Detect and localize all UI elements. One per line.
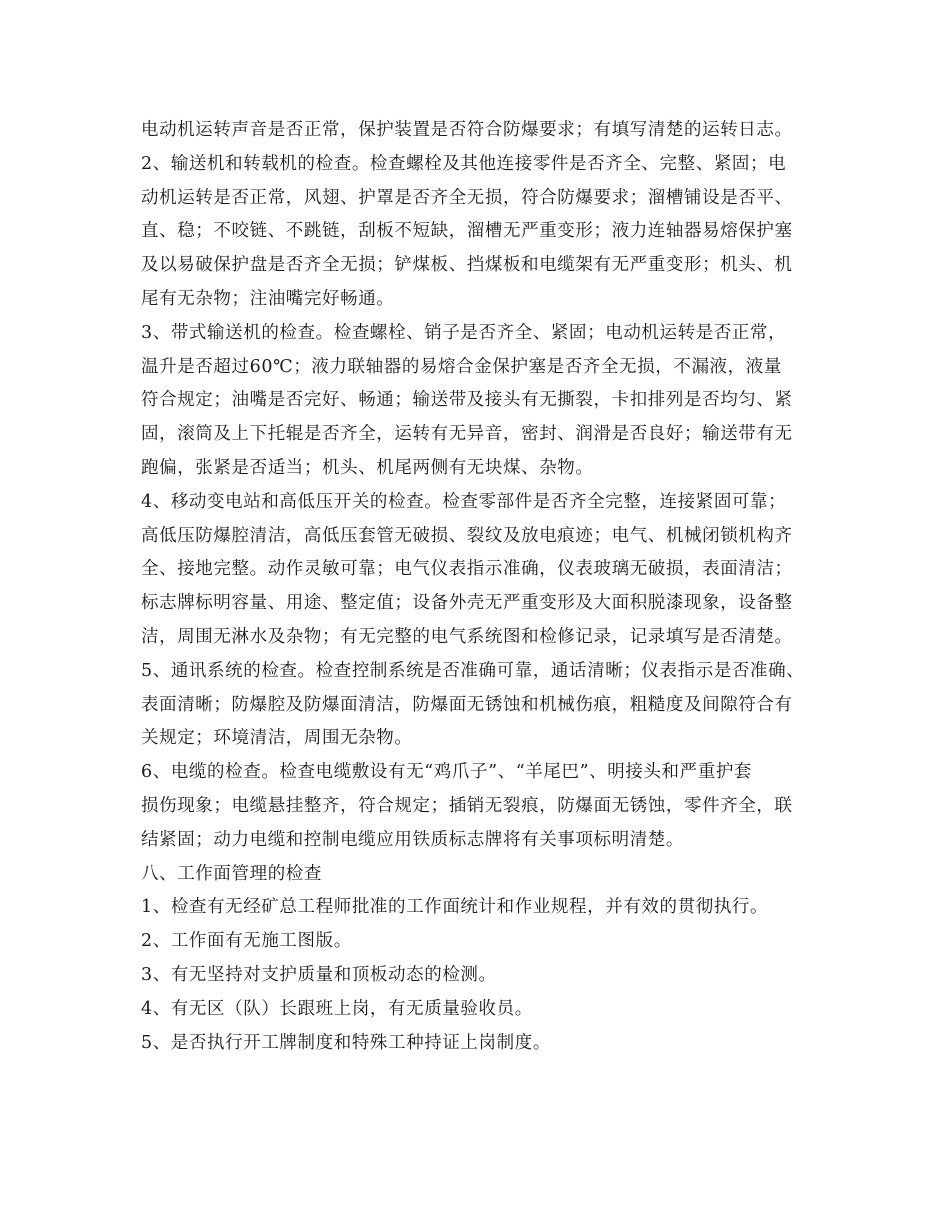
text-line: 5、通讯系统的检查。检查控制系统是否准确可靠，通话清晰；仪表指示是否准确、	[141, 660, 805, 681]
text-line: 动机运转是否正常，风翅、护罩是否齐全无损，符合防爆要求；溜槽铺设是否平、	[141, 187, 793, 208]
text-line: 表面清晰；防爆腔及防爆面清洁，防爆面无锈蚀和机械伤痕，粗糙度及间隙符合有	[141, 694, 793, 715]
text-line: 结紧固；动力电缆和控制电缆应用铁质标志牌将有关事项标明清楚。	[141, 829, 684, 850]
text-line: 3、带式输送机的检查。检查螺栓、销子是否齐全、紧固；电动机运转是否正常，	[141, 322, 787, 343]
text-line: 2、工作面有无施工图版。	[141, 931, 352, 952]
text-line: 及以易破保护盘是否齐全无损；铲煤板、挡煤板和电缆架有无严重变形；机头、机	[141, 255, 793, 276]
section-heading: 八、工作面管理的检查	[141, 863, 322, 884]
text-line: 6、电缆的检查。检查电缆敷设有无“鸡爪子”、“羊尾巴”、明接头和严重护套	[141, 762, 753, 783]
document-body	[141, 114, 821, 1060]
text-line: 洁，周围无淋水及杂物；有无完整的电气系统图和检修记录，记录填写是否清楚。	[141, 626, 793, 647]
text-line: 温升是否超过60℃；液力联轴器的易熔合金保护塞是否齐全无损，不漏液，液量	[141, 356, 782, 377]
text-line: 跑偏，张紧是否适当；机头、机尾两侧有无块煤、杂物。	[141, 457, 594, 478]
text-line: 5、是否执行开工牌制度和特殊工种持证上岗制度。	[141, 1032, 551, 1053]
text-line: 3、有无坚持对支护质量和顶板动态的检测。	[141, 964, 497, 985]
text-line: 1、检查有无经矿总工程师批准的工作面统计和作业规程，并有效的贯彻执行。	[141, 897, 769, 918]
text-line: 电动机运转声音是否正常，保护装置是否符合防爆要求；有填写清楚的运转日志。	[141, 120, 793, 140]
text-line: 直、稳；不咬链、不跳链，刮板不短缺，溜槽无严重变形；液力连轴器易熔保护塞	[141, 221, 793, 242]
text-line: 关规定；环境清洁，周围无杂物。	[141, 728, 413, 749]
text-line: 尾有无杂物；注油嘴完好畅通。	[141, 288, 395, 309]
text-line: 4、有无区（队）长跟班上岗，有无质量验收员。	[141, 998, 533, 1019]
text-line: 损伤现象；电缆悬挂整齐，符合规定；插销无裂痕，防爆面无锈蚀，零件齐全，联	[141, 795, 793, 816]
text-line: 高低压防爆腔清洁，高低压套管无破损、裂纹及放电痕迹；电气、机械闭锁机构齐	[141, 525, 793, 546]
text-line: 符合规定；油嘴是否完好、畅通；输送带及接头有无撕裂，卡扣排列是否均匀、紧	[141, 390, 793, 411]
text-line: 固，滚筒及上下托辊是否齐全，运转有无异音，密封、润滑是否良好；输送带有无	[141, 424, 793, 445]
text-line: 全、接地完整。动作灵敏可靠；电气仪表指示准确，仪表玻璃无破损，表面清洁；	[141, 559, 793, 580]
text-line: 2、输送机和转载机的检查。检查螺栓及其他连接零件是否齐全、完整、紧固；电	[141, 153, 787, 174]
text-line: 标志牌标明容量、用途、整定值；设备外壳无严重变形及大面积脱漆现象，设备整	[141, 593, 793, 614]
text-line: 4、移动变电站和高低压开关的检查。检查零部件是否齐全完整，连接紧固可靠；	[141, 491, 787, 512]
